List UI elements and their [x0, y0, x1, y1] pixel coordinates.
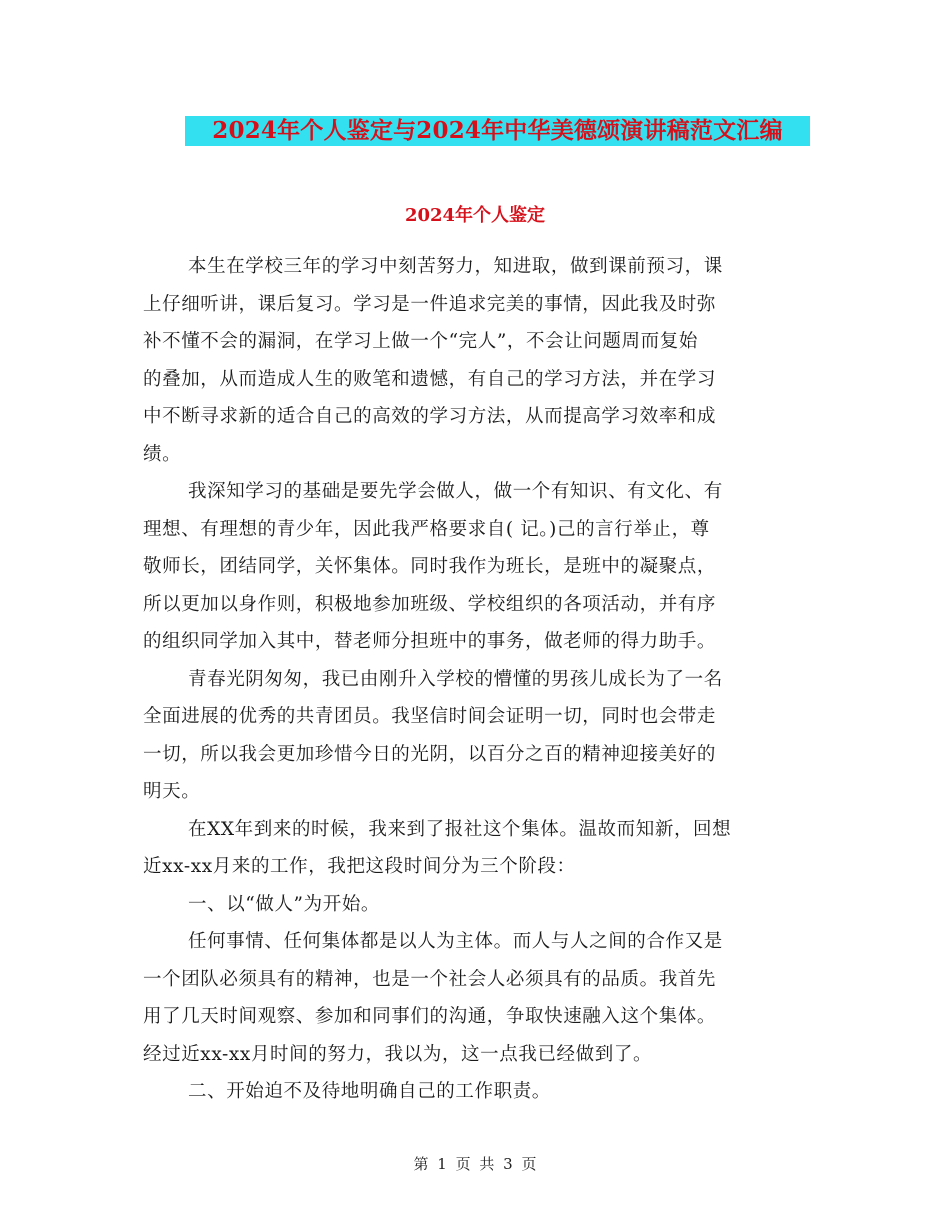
- section-title: 2024年个人鉴定: [404, 205, 546, 226]
- page-footer: 第 1 页 共 3 页: [413, 1155, 537, 1173]
- body-line: 的叠加，从而造成人生的败笔和遗憾，有自己的学习方法，并在学习: [143, 368, 717, 390]
- body-line: 任何事情、任何集体都是以人为主体。而人与人之间的合作又是: [188, 931, 723, 952]
- body-line: 中不断寻求新的适合自己的高效的学习方法，从而提高学习效率和成: [143, 406, 717, 427]
- body-line: 所以更加以身作则，积极地参加班级、学校组织的各项活动，并有序: [143, 593, 717, 615]
- body-line: 二、开始迫不及待地明确自己的工作职责。: [188, 1081, 551, 1102]
- body-line: 理想、有理想的青少年，因此我严格要求自( 记。)己的言行举止，尊: [143, 518, 710, 540]
- body-line: 一、以“做人”为开始。: [188, 893, 381, 915]
- body-line: 全面进展的优秀的共青团员。我坚信时间会证明一切，同时也会带走: [143, 706, 717, 727]
- body-line: 的组织同学加入其中，替老师分担班中的事务，做老师的得力助手。: [143, 631, 717, 652]
- body-line: 本生在学校三年的学习中刻苦努力，知进取，做到课前预习，课: [188, 256, 723, 277]
- body-line: 在XX年到来的时候，我来到了报社这个集体。温故而知新，回想: [188, 818, 732, 840]
- body-line: 上仔细听讲，课后复习。学习是一件追求完美的事情，因此我及时弥: [143, 293, 717, 315]
- body-line: 我深知学习的基础是要先学会做人，做一个有知识、有文化、有: [188, 481, 723, 502]
- body-line: 明天。: [143, 781, 201, 802]
- body-line: 补不懂不会的漏洞，在学习上做一个“完人”，不会让问题周而复始: [143, 331, 698, 352]
- body-line: 用了几天时间观察、参加和同事们的沟通，争取快速融入这个集体。: [143, 1006, 717, 1027]
- body-line: 一切，所以我会更加珍惜今日的光阴，以百分之百的精神迎接美好的: [143, 743, 717, 765]
- body-line: 近xx-xx月来的工作，我把这段时间分为三个阶段：: [143, 856, 576, 877]
- body-line: 绩。: [143, 443, 182, 465]
- body-line: 青春光阴匆匆，我已由刚升入学校的懵懂的男孩儿成长为了一名: [188, 668, 723, 690]
- body-line: 经过近xx-xx月时间的努力，我以为，这一点我已经做到了。: [143, 1043, 653, 1065]
- body-line: 一个团队必须具有的精神，也是一个社会人必须具有的品质。我首先: [143, 968, 717, 990]
- body-line: 敬师长，团结同学，关怀集体。同时我作为班长，是班中的凝聚点，: [143, 556, 717, 577]
- body-text: [143, 248, 803, 1111]
- document-title: 2024年个人鉴定与2024年中华美德颂演讲稿范文汇编: [185, 116, 810, 146]
